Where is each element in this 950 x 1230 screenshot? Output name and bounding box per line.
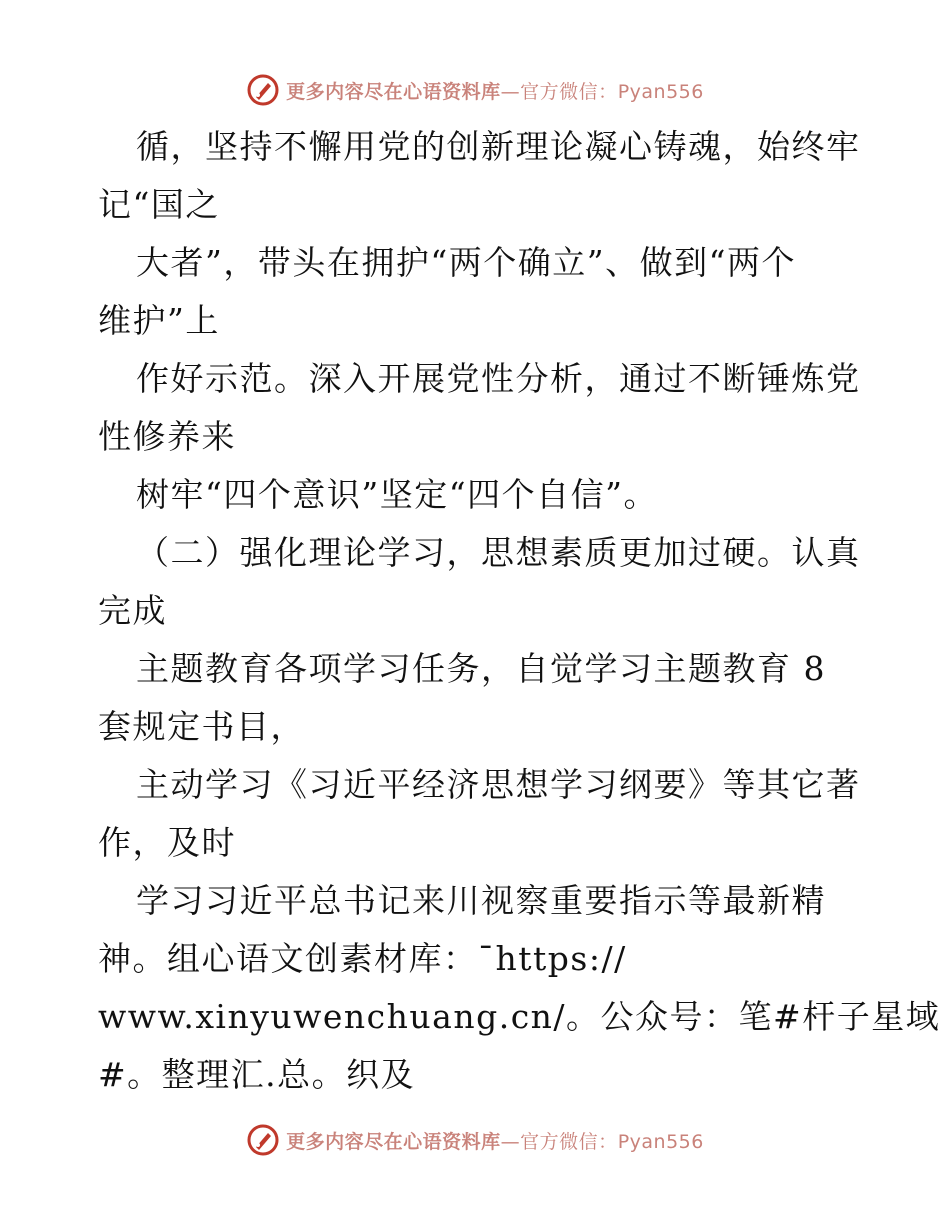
- paragraph-line: 神。组心语文创素材库：¯https://: [98, 939, 627, 978]
- watermark-text: [286, 1127, 704, 1154]
- paragraph-line: 性修养来: [98, 417, 236, 456]
- watermark-wechat-label: 官方微信：: [520, 1130, 618, 1153]
- paragraph-line: 主题教育各项学习任务，自觉学习主题教育 8: [136, 649, 826, 688]
- paragraph-line: 学习习近平总书记来川视察重要指示等最新精: [136, 881, 826, 920]
- paragraph-line: 作，及时: [98, 823, 236, 862]
- watermark-text: [286, 77, 704, 104]
- footer-watermark: [0, 1120, 950, 1160]
- paragraph-line: 树牢“四个意识”坚定“四个自信”。: [136, 475, 658, 514]
- pen-nib-circle-icon: [246, 73, 280, 107]
- paragraph-line: 记“国之: [98, 185, 220, 224]
- paragraph-line: #。整理汇.总。织及: [98, 1055, 416, 1094]
- paragraph-line: 主动学习《习近平经济思想学习纲要》等其它著: [136, 765, 861, 804]
- paragraph-line: 大者”，带头在拥护“两个确立”、做到“两个: [136, 243, 796, 282]
- header-watermark: [0, 70, 950, 110]
- watermark-wechat-id: Pyan556: [617, 80, 704, 103]
- paragraph-line: 循，坚持不懈用党的创新理论凝心铸魂，始终牢: [136, 127, 861, 166]
- paragraph-line: www.xinyuwenchuang.cn/。公众号：笔#杆子星域: [98, 997, 941, 1036]
- pen-nib-circle-icon: [246, 1123, 280, 1157]
- paragraph-line: 作好示范。深入开展党性分析，通过不断锤炼党: [136, 359, 861, 398]
- watermark-separator: —: [500, 1130, 521, 1153]
- watermark-separator: —: [500, 80, 521, 103]
- paragraph-line: 套规定书目，: [98, 707, 305, 746]
- document-body: [98, 118, 941, 1104]
- watermark-wechat-id: Pyan556: [617, 1130, 704, 1153]
- paragraph-line: 完成: [98, 591, 167, 630]
- watermark-wechat-label: 官方微信：: [520, 80, 618, 103]
- paragraph-line: （二）强化理论学习，思想素质更加过硬。认真: [136, 533, 861, 572]
- paragraph-line: 维护”上: [98, 301, 220, 340]
- watermark-brand: 更多内容尽在心语资料库: [286, 1130, 501, 1153]
- watermark-brand: 更多内容尽在心语资料库: [286, 80, 501, 103]
